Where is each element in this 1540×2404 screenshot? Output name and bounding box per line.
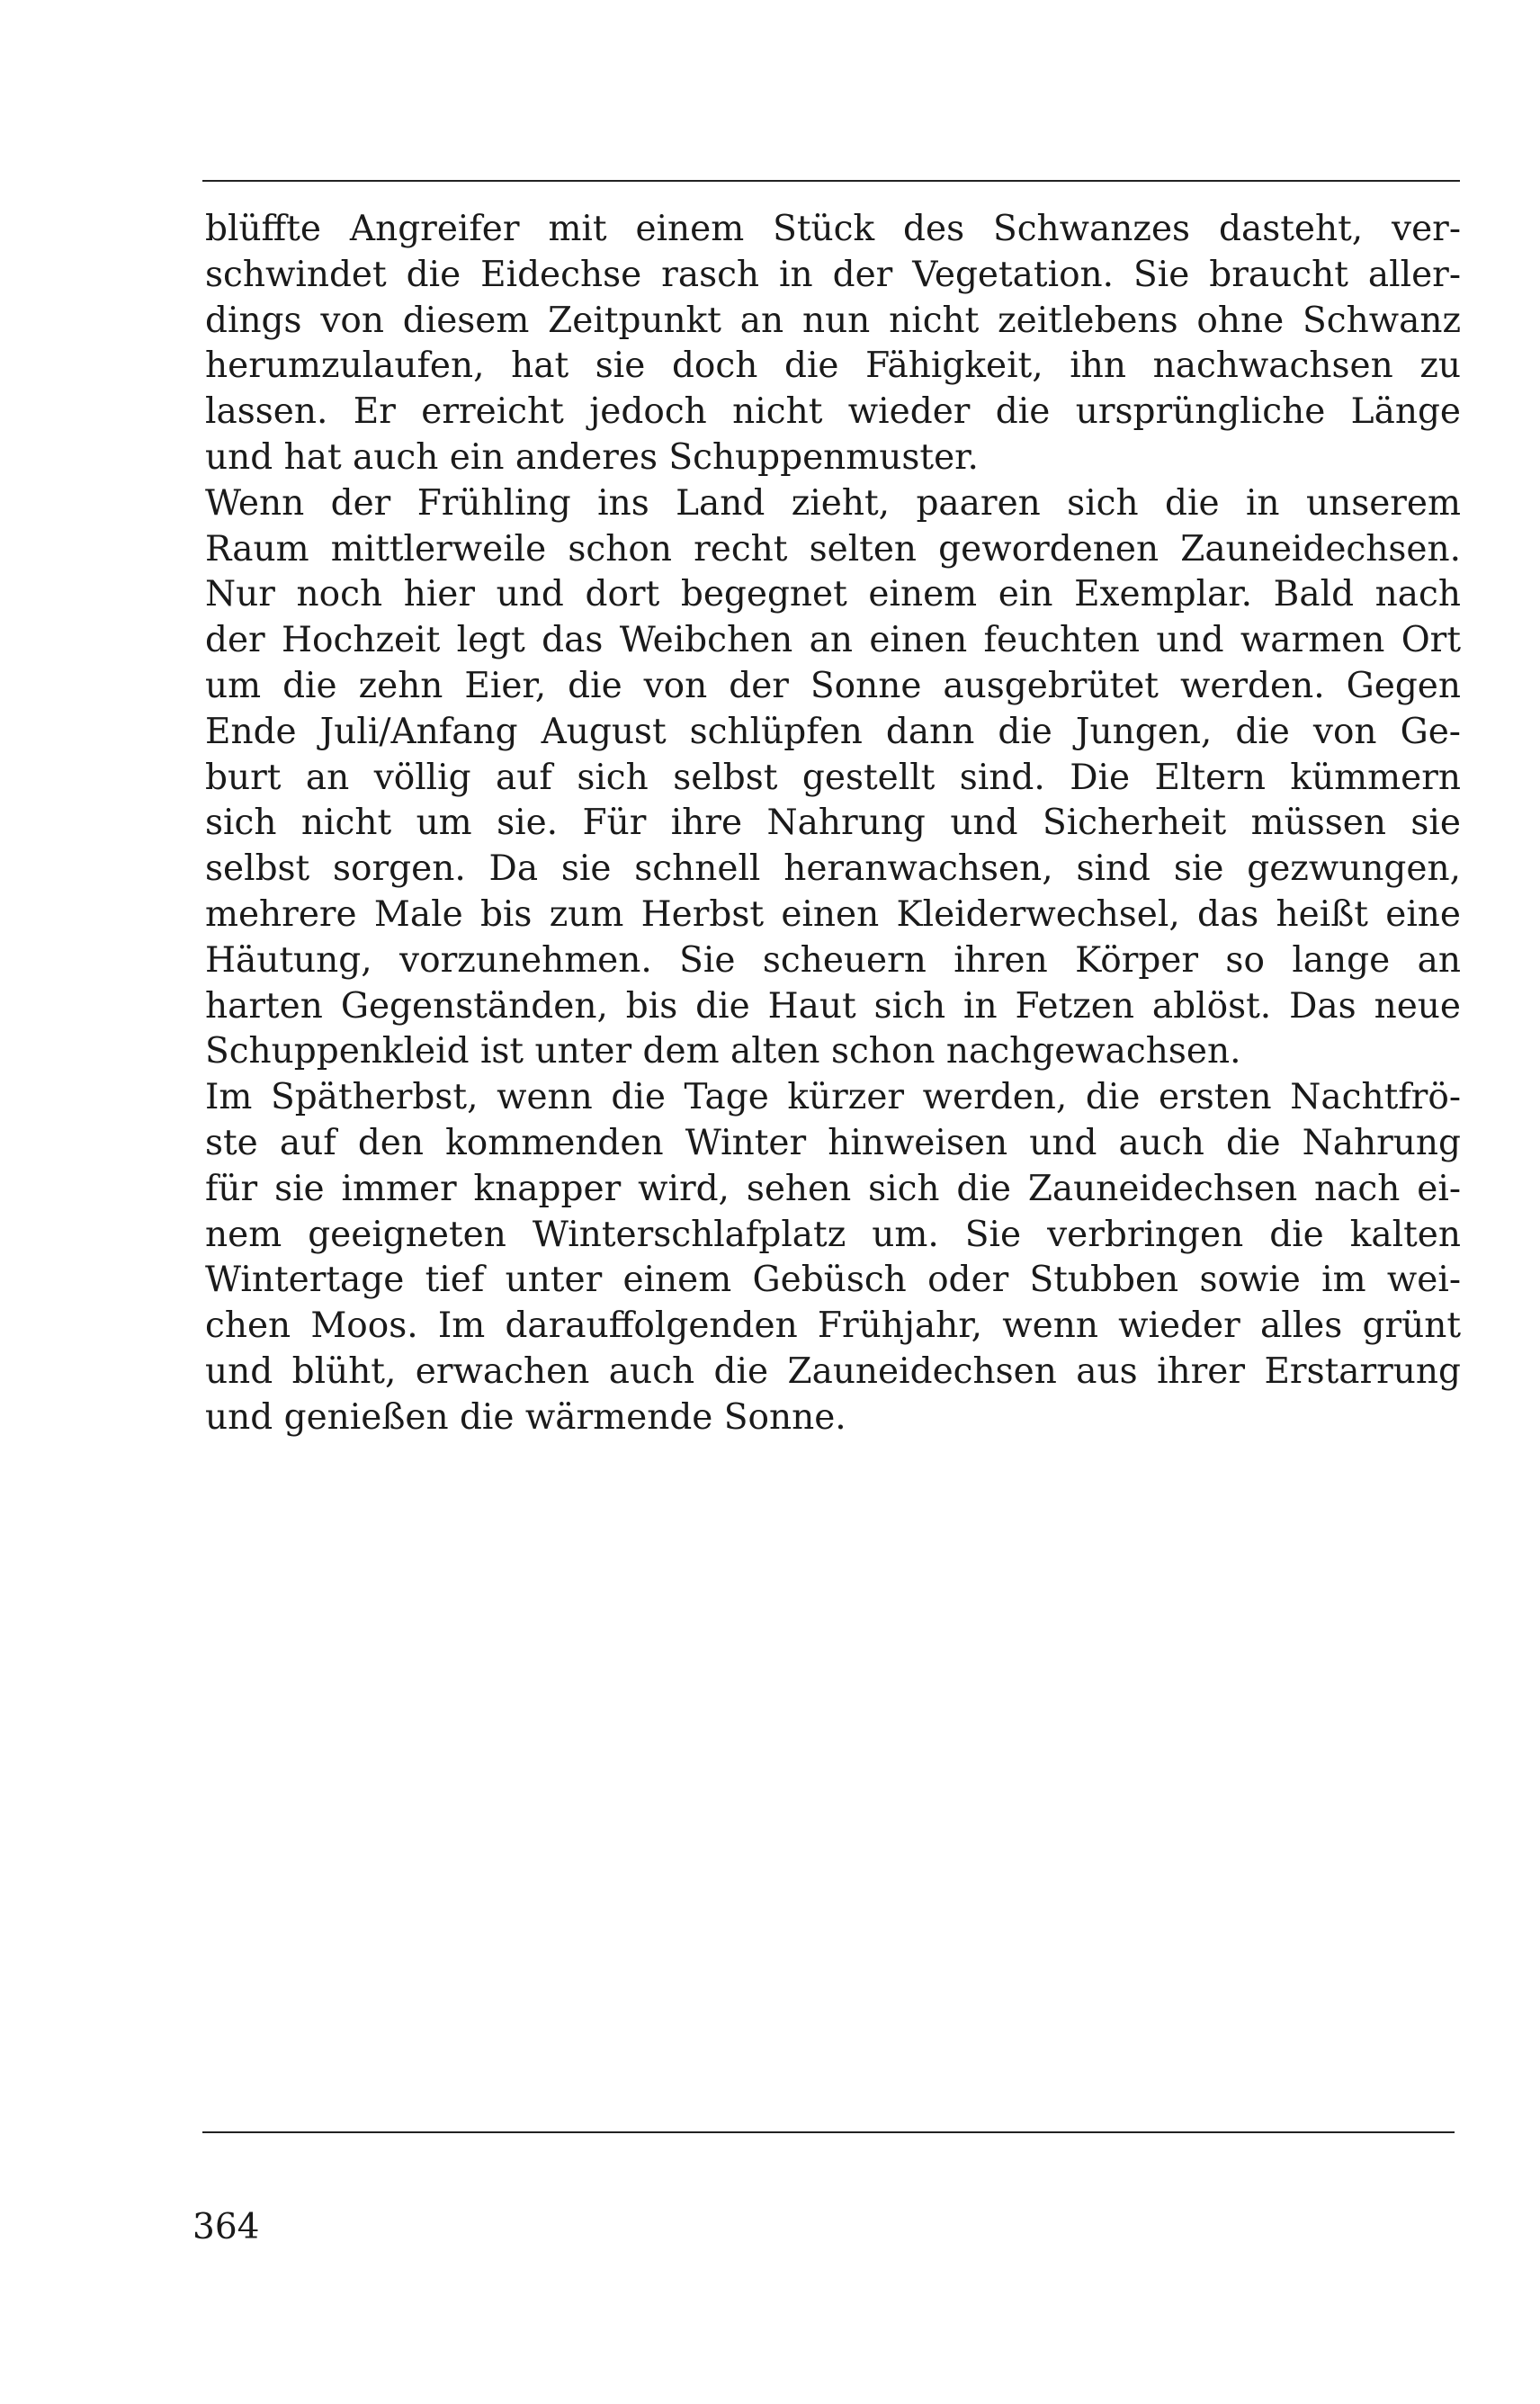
text-line: Raum mittlerweile schon recht selten gewordenen Zauneidechsen. bbox=[205, 528, 1461, 570]
text-line: Wintertage tief unter einem Gebüsch oder Stubben sowie im wei- bbox=[205, 1260, 1461, 1301]
text-line: mehrere Male bis zum Herbst einen Kleiderwechsel, das heißt eine bbox=[205, 893, 1461, 935]
text-line: Ende Juli/Anfang August schlüpfen dann die Jungen, die von Ge- bbox=[205, 711, 1461, 752]
text-line: nem geeigneten Winterschlafplatz um. Sie verbringen die kalten bbox=[205, 1214, 1461, 1255]
text-line: selbst sorgen. Da sie schnell heranwachsen, sind sie gezwungen, bbox=[205, 848, 1461, 890]
text-line: chen Moos. Im darauffolgenden Frühjahr, wenn wieder alles grünt bbox=[205, 1305, 1461, 1347]
text-line: und genießen die wärmende Sonne. bbox=[205, 1396, 846, 1438]
text-line: lassen. Er erreicht jedoch nicht wieder die ursprüngliche Länge bbox=[205, 391, 1461, 433]
text-line: Häutung, vorzunehmen. Sie scheuern ihren Körper so lange an bbox=[205, 939, 1461, 981]
text-line: burt an völlig auf sich selbst gestellt sind. Die Eltern kümmern bbox=[205, 757, 1461, 798]
text-line: herumzulaufen, hat sie doch die Fähigkeit, ihn nachwachsen zu bbox=[205, 345, 1461, 387]
text-line: Wenn der Frühling ins Land zieht, paaren sich die in unserem bbox=[205, 482, 1461, 524]
text-line: um die zehn Eier, die von der Sonne ausgebrütet werden. Gegen bbox=[205, 665, 1461, 706]
text-line: Nur noch hier und dort begegnet einem ein Exemplar. Bald nach bbox=[205, 574, 1461, 615]
text-line: Schuppenkleid ist unter dem alten schon nachgewachsen. bbox=[205, 1031, 1241, 1072]
text-line: und hat auch ein anderes Schuppenmuster. bbox=[205, 436, 979, 478]
text-line: blüffte Angreifer mit einem Stück des Schwanzes dasteht, ver- bbox=[205, 209, 1461, 249]
header-rule bbox=[202, 180, 1460, 182]
text-line: der Hochzeit legt das Weibchen an einen feuchten und warmen Ort bbox=[205, 620, 1461, 661]
text-line: harten Gegenständen, bis die Haut sich in Fetzen ablöst. Das neue bbox=[205, 985, 1461, 1027]
text-line: und blüht, erwachen auch die Zauneidechsen aus ihrer Erstarrung bbox=[205, 1350, 1461, 1392]
text-line: sich nicht um sie. Für ihre Nahrung und Sicherheit müssen sie bbox=[205, 803, 1461, 844]
text-line: Im Spätherbst, wenn die Tage kürzer werden, die ersten Nachtfrö- bbox=[205, 1077, 1461, 1118]
page-number: 364 bbox=[192, 2207, 260, 2247]
text-line: dings von diesem Zeitpunkt an nun nicht zeitlebens ohne Schwanz bbox=[205, 300, 1461, 341]
body-text bbox=[205, 207, 1461, 1441]
text-line: für sie immer knapper wird, sehen sich die Zauneidechsen nach ei- bbox=[205, 1168, 1461, 1209]
text-line: ste auf den kommenden Winter hinweisen und auch die Nahrung bbox=[205, 1122, 1461, 1163]
text-line: schwindet die Eidechse rasch in der Vegetation. Sie braucht aller- bbox=[205, 254, 1461, 295]
footer-rule bbox=[202, 2131, 1455, 2133]
